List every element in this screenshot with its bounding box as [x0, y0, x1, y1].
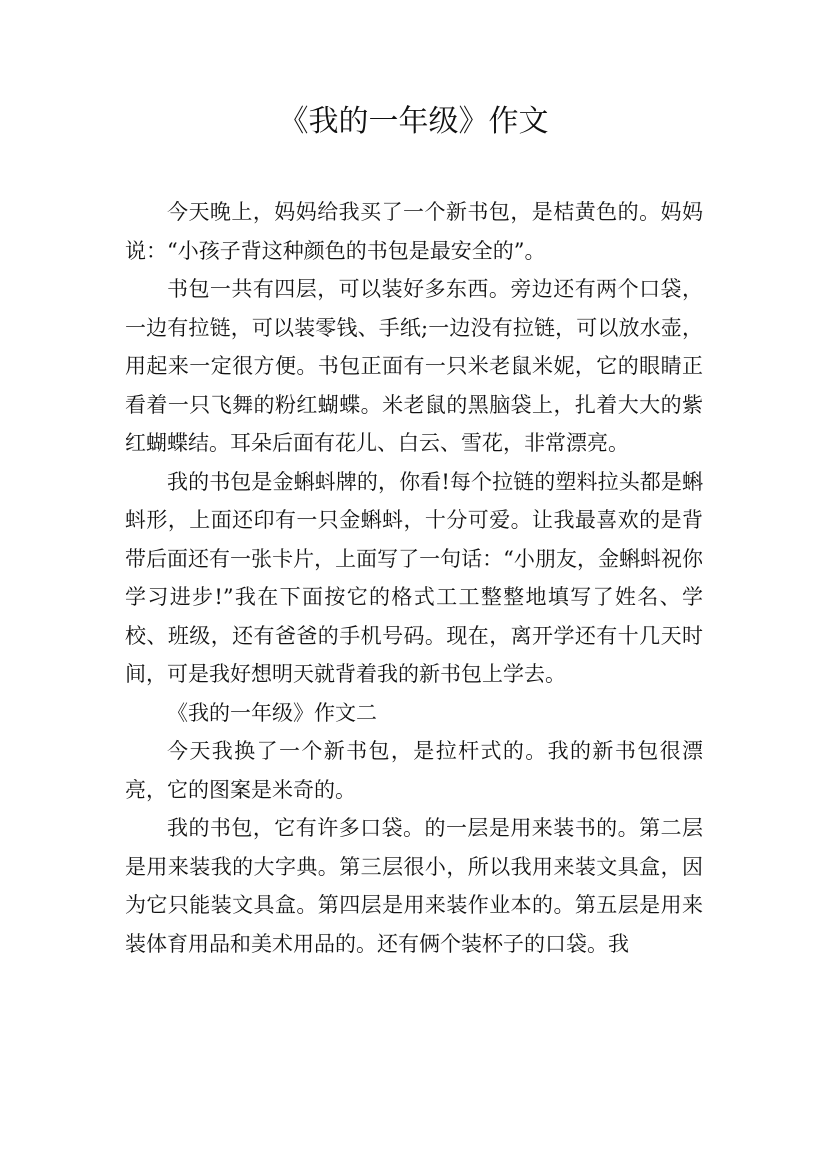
paragraph: 今天我换了一个新书包，是拉杆式的。我的新书包很漂亮，它的图案是米奇的。	[125, 739, 703, 802]
paragraph: 书包一共有四层，可以装好多东西。旁边还有两个口袋，一边有拉链，可以装零钱、手纸;一边没有拉链，可以放水壶，用起来一定很方便。书包正面有一只米老鼠米妮，它的眼睛正看着一只飞舞的粉红蝴蝶。米老鼠的黑脑袋上，扎着大大的紫红蝴蝶结。耳朵后面有花儿、白云、雪花，非常漂亮。	[125, 277, 703, 455]
paragraph: 我的书包，它有许多口袋。的一层是用来装书的。第二层是用来装我的大字典。第三层很小，所以我用来装文具盒，因为它只能装文具盒。第四层是用来装作业本的。第五层是用来装体育用品和美术用品的。还有俩个装杯子的口袋。我	[125, 816, 703, 956]
paragraph: 我的书包是金蝌蚪牌的，你看!每个拉链的塑料拉头都是蝌蚪形，上面还印有一只金蝌蚪，十分可爱。让我最喜欢的是背带后面还有一张卡片，上面写了一句话：“小朋友，金蝌蚪祝你学习进步!”我在下面按它的格式工工整整地填写了姓名、学校、班级，还有爸爸的手机号码。现在，离开学还有十几天时间，可是我好想明天就背着我的新书包上学去。	[125, 469, 703, 686]
paragraph: 今天晚上，妈妈给我买了一个新书包，是桔黄色的。妈妈说：“小孩子背这种颜色的书包是最安全的”。	[125, 200, 703, 263]
section-subheading: 《我的一年级》作文二	[167, 700, 377, 725]
document-body	[125, 193, 703, 963]
document-title: 《我的一年级》作文	[278, 104, 549, 139]
